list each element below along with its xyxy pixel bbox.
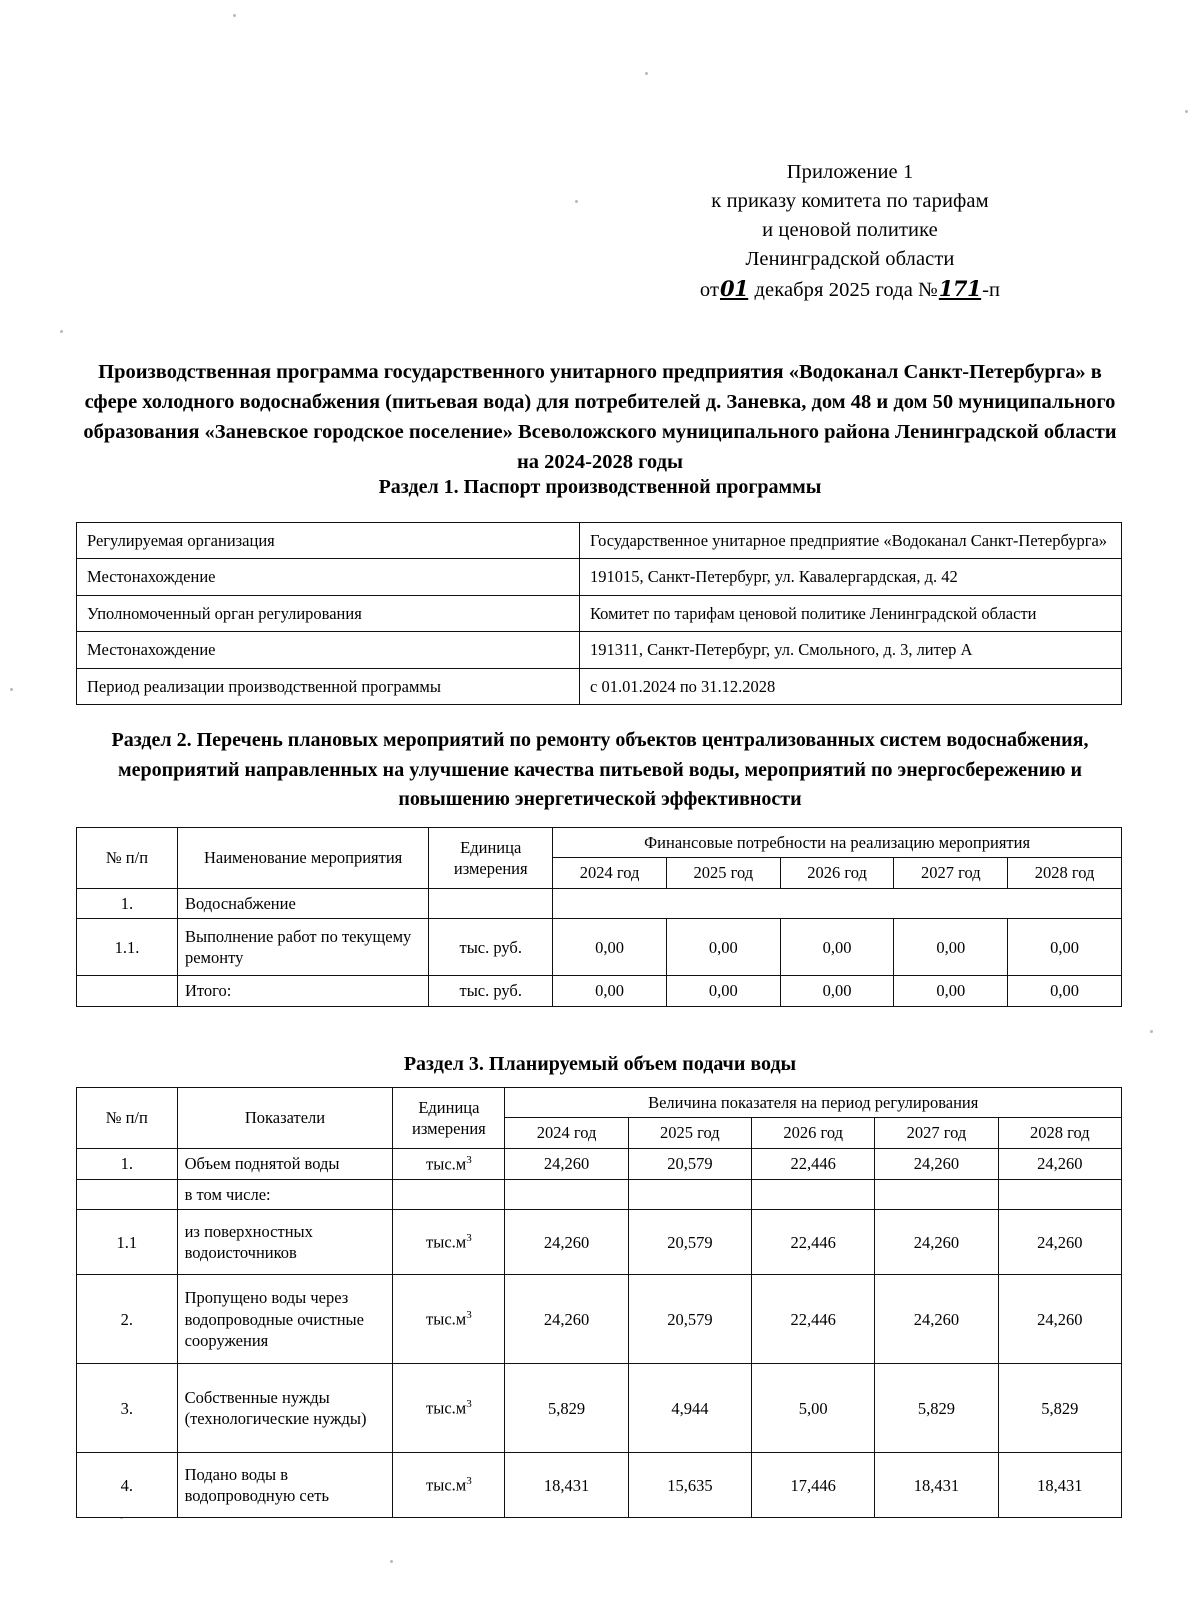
row-value-2025: 0,00 (666, 976, 780, 1006)
scan-speck (233, 14, 236, 17)
scan-speck (575, 200, 578, 203)
col-header-unit (429, 828, 553, 889)
row-value-2028: 18,431 (998, 1453, 1121, 1518)
row-value-2024: 18,431 (505, 1453, 628, 1518)
table-row (77, 1179, 1122, 1209)
table-row (77, 632, 1122, 668)
row-value-2026 (752, 1179, 875, 1209)
table-header-row (77, 1088, 1122, 1118)
row-value-2027: 5,829 (875, 1364, 998, 1453)
col-header-name: Наименование мероприятия (177, 828, 428, 889)
passport-value: Государственное унитарное предприятие «Водоканал Санкт-Петербурга» (580, 523, 1122, 559)
order-prefix: от (699, 279, 719, 302)
scan-speck (1185, 110, 1188, 113)
col-header-unit-line2: измерения (412, 1118, 486, 1138)
measures-table (76, 827, 1122, 1007)
document-header (640, 158, 1060, 306)
row-value-2025: 15,635 (628, 1453, 751, 1518)
row-value-2027: 0,00 (894, 976, 1008, 1006)
table-row (77, 919, 1122, 976)
row-value-2026: 22,446 (752, 1210, 875, 1275)
row-number: 2. (77, 1275, 178, 1364)
volume-table (76, 1087, 1122, 1518)
table-header-row (77, 828, 1122, 858)
row-value-2026: 0,00 (780, 919, 894, 976)
section-1-heading: Раздел 1. Паспорт производственной программы (378, 476, 822, 498)
table-row (77, 595, 1122, 631)
unit-base: тыс.м (426, 1398, 467, 1418)
row-empty-span (553, 888, 1122, 918)
row-value-2024: 0,00 (553, 976, 667, 1006)
table-row (77, 1364, 1122, 1453)
col-header-year-2028: 2028 год (998, 1118, 1121, 1148)
row-value-2025: 0,00 (666, 919, 780, 976)
row-number: 1.1. (77, 919, 178, 976)
scan-speck (60, 330, 63, 333)
passport-value: с 01.01.2024 по 31.12.2028 (580, 668, 1122, 704)
unit-base: тыс.м (426, 1309, 467, 1329)
unit-base: тыс.м (426, 1154, 467, 1174)
row-unit: тыс. руб. (429, 919, 553, 976)
section-2-heading: Раздел 2. Перечень плановых мероприятий по ремонту объектов централизованных систем водоснабжения, мероприятий направленных на улучшение качества питьевой воды, мероприятий по энергосбережению и повышению энергетической эффективности (111, 729, 1089, 811)
row-number: 1.1 (77, 1210, 178, 1275)
header-line-1: Приложение 1 (786, 161, 914, 183)
table-row (77, 523, 1122, 559)
row-number: 1. (77, 1148, 178, 1179)
row-unit (393, 1364, 505, 1453)
row-value-2025: 20,579 (628, 1148, 751, 1179)
unit-exponent: 3 (466, 1309, 472, 1322)
col-header-group: Величина показателя на период регулирования (505, 1088, 1122, 1118)
row-unit: тыс. руб. (429, 976, 553, 1006)
row-value-2027: 24,260 (875, 1275, 998, 1364)
scan-speck (390, 1560, 393, 1563)
table-row (77, 888, 1122, 918)
page-title: Производственная программа государственного унитарного предприятия «Водоканал Санкт-Петербурга» в сфере холодного водоснабжения (питьевая вода) для потребителей д. Заневка, дом 48 и дом 50 муниципального образования «Заневское городское поселение» Всеволожского муниципального района Ленинградской области на 2024-2028 годы (83, 361, 1117, 473)
row-value-2028 (998, 1179, 1121, 1209)
row-number: 4. (77, 1453, 178, 1518)
header-line-3: и ценовой политике (762, 219, 938, 242)
row-value-2028: 0,00 (1008, 976, 1122, 1006)
passport-label: Местонахождение (77, 632, 580, 668)
col-header-unit (393, 1088, 505, 1149)
row-value-2024: 24,260 (505, 1275, 628, 1364)
row-number (77, 976, 178, 1006)
row-name: Собственные нужды (технологические нужды) (177, 1364, 393, 1453)
row-value-2028: 24,260 (998, 1210, 1121, 1275)
row-value-2028: 0,00 (1008, 919, 1122, 976)
row-value-2028: 24,260 (998, 1275, 1121, 1364)
passport-table (76, 522, 1122, 705)
col-header-year-2025: 2025 год (628, 1118, 751, 1148)
col-header-year-2028: 2028 год (1008, 858, 1122, 888)
col-header-year-2027: 2027 год (875, 1118, 998, 1148)
row-unit (393, 1453, 505, 1518)
row-unit (393, 1275, 505, 1364)
row-value-2026: 5,00 (752, 1364, 875, 1453)
col-header-name: Показатели (177, 1088, 393, 1149)
unit-base: тыс.м (426, 1475, 467, 1495)
row-value-2026: 17,446 (752, 1453, 875, 1518)
col-header-year-2024: 2024 год (505, 1118, 628, 1148)
col-header-number: № п/п (77, 828, 178, 889)
row-number: 1. (77, 888, 178, 918)
unit-exponent: 3 (466, 1232, 472, 1245)
unit-exponent: 3 (466, 1398, 472, 1411)
table-row (77, 1148, 1122, 1179)
row-value-2025: 20,579 (628, 1210, 751, 1275)
table-row (77, 668, 1122, 704)
row-name: Подано воды в водопроводную сеть (177, 1453, 393, 1518)
order-reference-line (640, 274, 1060, 305)
passport-label: Уполномоченный орган регулирования (77, 595, 580, 631)
row-value-2024: 5,829 (505, 1364, 628, 1453)
table-row (77, 1453, 1122, 1518)
row-value-2028: 24,260 (998, 1148, 1121, 1179)
row-name: в том числе: (177, 1179, 393, 1209)
row-value-2027 (875, 1179, 998, 1209)
scan-speck (1150, 1030, 1153, 1033)
passport-label: Период реализации производственной программы (77, 668, 580, 704)
table-row (77, 976, 1122, 1006)
passport-label: Местонахождение (77, 559, 580, 595)
row-value-2027: 0,00 (894, 919, 1008, 976)
row-value-2027: 18,431 (875, 1453, 998, 1518)
row-value-2026: 22,446 (752, 1148, 875, 1179)
col-header-year-2024: 2024 год (553, 858, 667, 888)
header-line-2: к приказу комитета по тарифам (711, 190, 989, 213)
section-3-heading: Раздел 3. Планируемый объем подачи воды (403, 1053, 797, 1075)
row-value-2024: 24,260 (505, 1148, 628, 1179)
row-number: 3. (77, 1364, 178, 1453)
row-value-2024: 24,260 (505, 1210, 628, 1275)
row-name: Выполнение работ по текущему ремонту (177, 919, 428, 976)
row-name: Пропущено воды через водопроводные очистные сооружения (177, 1275, 393, 1364)
row-unit (393, 1210, 505, 1275)
passport-value: 191311, Санкт-Петербург, ул. Смольного, д. 3, литер А (580, 632, 1122, 668)
row-value-2024: 0,00 (553, 919, 667, 976)
order-middle-text: декабря 2025 года № (754, 279, 938, 302)
header-line-4: Ленинградской области (745, 248, 955, 271)
col-header-year-2026: 2026 год (752, 1118, 875, 1148)
col-header-year-2025: 2025 год (666, 858, 780, 888)
order-suffix: -п (982, 279, 1001, 302)
row-unit (393, 1179, 505, 1209)
col-header-year-2026: 2026 год (780, 858, 894, 888)
order-day-handwritten: 01 (720, 276, 749, 302)
row-name: Водоснабжение (177, 888, 428, 918)
scan-speck (645, 72, 648, 75)
col-header-group: Финансовые потребности на реализацию мероприятия (553, 828, 1122, 858)
row-number (77, 1179, 178, 1209)
passport-value: Комитет по тарифам ценовой политике Ленинградской области (580, 595, 1122, 631)
row-name: Объем поднятой воды (177, 1148, 393, 1179)
passport-value: 191015, Санкт-Петербург, ул. Кавалергардская, д. 42 (580, 559, 1122, 595)
col-header-unit-line1: Единица (418, 1097, 480, 1117)
row-value-2025: 4,944 (628, 1364, 751, 1453)
row-unit (393, 1148, 505, 1179)
unit-exponent: 3 (466, 1475, 472, 1488)
passport-label: Регулируемая организация (77, 523, 580, 559)
order-number-handwritten: 171 (938, 276, 982, 302)
scan-speck (10, 688, 13, 691)
col-header-number: № п/п (77, 1088, 178, 1149)
row-name: из поверхностных водоисточников (177, 1210, 393, 1275)
table-row (77, 559, 1122, 595)
row-value-2024 (505, 1179, 628, 1209)
row-value-2025 (628, 1179, 751, 1209)
row-value-2026: 22,446 (752, 1275, 875, 1364)
unit-base: тыс.м (426, 1232, 467, 1252)
row-value-2026: 0,00 (780, 976, 894, 1006)
row-value-2027: 24,260 (875, 1148, 998, 1179)
col-header-unit-line1: Единица (460, 837, 522, 857)
row-value-2028: 5,829 (998, 1364, 1121, 1453)
col-header-unit-line2: измерения (453, 858, 528, 878)
row-value-2025: 20,579 (628, 1275, 751, 1364)
row-value-2027: 24,260 (875, 1210, 998, 1275)
table-row (77, 1210, 1122, 1275)
table-row (77, 1275, 1122, 1364)
row-unit (429, 888, 553, 918)
col-header-year-2027: 2027 год (894, 858, 1008, 888)
row-name: Итого: (177, 976, 428, 1006)
unit-exponent: 3 (466, 1153, 472, 1166)
